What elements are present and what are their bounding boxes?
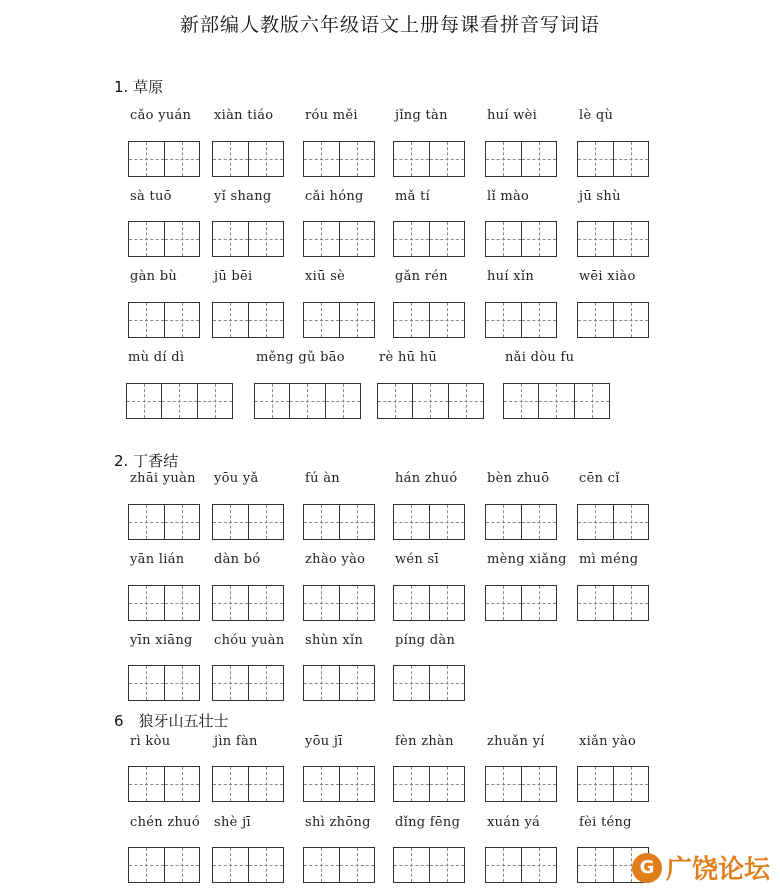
tianzige-cell[interactable] — [129, 505, 165, 539]
writing-grid[interactable] — [303, 504, 375, 540]
tianzige-cell[interactable] — [304, 666, 340, 700]
writing-grid[interactable] — [577, 141, 649, 177]
tianzige-cell[interactable] — [129, 222, 165, 256]
tianzige-cell[interactable] — [165, 848, 200, 882]
tianzige-cell[interactable] — [486, 505, 522, 539]
writing-grid[interactable] — [485, 766, 557, 802]
tianzige-cell[interactable] — [578, 303, 614, 337]
writing-grid[interactable] — [303, 302, 375, 338]
tianzige-cell[interactable] — [213, 222, 249, 256]
tianzige-cell[interactable] — [249, 505, 284, 539]
tianzige-cell[interactable] — [255, 384, 290, 418]
tianzige-cell[interactable] — [614, 142, 649, 176]
tianzige-cell[interactable] — [129, 586, 165, 620]
tianzige-cell[interactable] — [213, 767, 249, 801]
tianzige-cell[interactable] — [614, 505, 649, 539]
pinyin-label: lè qù — [579, 108, 614, 123]
pinyin-label: róu měi — [305, 108, 358, 123]
writing-grid[interactable] — [393, 766, 465, 802]
tianzige-cell[interactable] — [394, 666, 430, 700]
section-heading: 6 狼牙山五壮士 — [114, 712, 229, 730]
pinyin-label: sà tuō — [130, 189, 172, 204]
writing-grid[interactable] — [128, 665, 200, 701]
writing-grid[interactable] — [128, 221, 200, 257]
writing-grid[interactable] — [303, 766, 375, 802]
tianzige-cell[interactable] — [165, 666, 200, 700]
tianzige-cell[interactable] — [290, 384, 325, 418]
tianzige-cell[interactable] — [340, 303, 375, 337]
tianzige-cell[interactable] — [129, 848, 165, 882]
tianzige-cell[interactable] — [213, 848, 249, 882]
pinyin-label: píng dàn — [395, 633, 456, 648]
pinyin-label: jìn fàn — [214, 734, 258, 749]
pinyin-label: mì méng — [579, 552, 639, 567]
tianzige-cell[interactable] — [304, 848, 340, 882]
writing-grid[interactable] — [393, 141, 465, 177]
tianzige-cell[interactable] — [522, 505, 557, 539]
tianzige-cell[interactable] — [340, 222, 375, 256]
tianzige-cell[interactable] — [162, 384, 197, 418]
tianzige-cell[interactable] — [165, 767, 200, 801]
tianzige-cell[interactable] — [165, 222, 200, 256]
pinyin-label: chóu yuàn — [214, 633, 285, 648]
tianzige-cell[interactable] — [304, 767, 340, 801]
writing-grid[interactable] — [485, 585, 557, 621]
pinyin-label: chén zhuó — [130, 815, 200, 830]
tianzige-cell[interactable] — [304, 142, 340, 176]
tianzige-cell[interactable] — [578, 586, 614, 620]
pinyin-label: huí wèi — [487, 108, 538, 123]
tianzige-cell[interactable] — [578, 222, 614, 256]
tianzige-cell[interactable] — [539, 384, 574, 418]
tianzige-cell[interactable] — [522, 767, 557, 801]
tianzige-cell[interactable] — [249, 767, 284, 801]
pinyin-label: jū shù — [579, 189, 621, 204]
writing-grid[interactable] — [212, 141, 284, 177]
writing-grid[interactable] — [303, 847, 375, 883]
pinyin-label: xiū sè — [305, 269, 346, 284]
writing-grid[interactable] — [212, 665, 284, 701]
writing-grid[interactable] — [212, 766, 284, 802]
writing-grid[interactable] — [128, 302, 200, 338]
tianzige-cell[interactable] — [340, 848, 375, 882]
pinyin-label: jǐng tàn — [395, 108, 448, 123]
section-heading: 2. 丁香结 — [114, 452, 179, 470]
writing-grid[interactable] — [485, 141, 557, 177]
tianzige-cell[interactable] — [430, 142, 465, 176]
section-heading: 1. 草原 — [114, 78, 164, 96]
writing-grid[interactable] — [303, 585, 375, 621]
tianzige-cell[interactable] — [486, 586, 522, 620]
tianzige-cell[interactable] — [249, 142, 284, 176]
pinyin-label: wēi xiào — [579, 269, 636, 284]
tianzige-cell[interactable] — [504, 384, 539, 418]
writing-grid[interactable] — [212, 302, 284, 338]
tianzige-cell[interactable] — [129, 142, 165, 176]
writing-grid[interactable] — [485, 302, 557, 338]
writing-grid[interactable] — [393, 847, 465, 883]
tianzige-cell[interactable] — [129, 303, 165, 337]
tianzige-cell[interactable] — [304, 586, 340, 620]
tianzige-cell[interactable] — [522, 303, 557, 337]
pinyin-label: fèi téng — [579, 815, 632, 830]
tianzige-cell[interactable] — [522, 142, 557, 176]
pinyin-label: bèn zhuō — [487, 471, 550, 486]
pinyin-label: fú àn — [305, 471, 340, 486]
pinyin-label: lǐ mào — [487, 189, 530, 204]
writing-grid[interactable] — [485, 221, 557, 257]
tianzige-cell[interactable] — [394, 586, 430, 620]
pinyin-label: dǐng fēng — [395, 815, 461, 830]
tianzige-cell[interactable] — [430, 586, 465, 620]
tianzige-cell[interactable] — [578, 505, 614, 539]
pinyin-label: zhuǎn yí — [487, 734, 545, 749]
writing-grid[interactable] — [393, 302, 465, 338]
tianzige-cell[interactable] — [614, 222, 649, 256]
tianzige-cell[interactable] — [249, 586, 284, 620]
writing-grid[interactable] — [377, 383, 484, 419]
writing-grid[interactable] — [577, 504, 649, 540]
writing-grid[interactable] — [212, 847, 284, 883]
writing-grid[interactable] — [128, 847, 200, 883]
writing-grid[interactable] — [393, 504, 465, 540]
watermark — [632, 849, 770, 886]
tianzige-cell[interactable] — [127, 384, 162, 418]
pinyin-label: mèng xiǎng — [487, 552, 567, 567]
tianzige-cell[interactable] — [614, 767, 649, 801]
pinyin-label: rì kòu — [130, 734, 171, 749]
writing-grid[interactable] — [212, 585, 284, 621]
page-title: 新部编人教版六年级语文上册每课看拼音写词语 — [179, 14, 600, 36]
tianzige-cell[interactable] — [578, 767, 614, 801]
tianzige-cell[interactable] — [575, 384, 609, 418]
tianzige-cell[interactable] — [430, 505, 465, 539]
pinyin-label: zhāi yuàn — [130, 471, 196, 486]
tianzige-cell[interactable] — [304, 303, 340, 337]
pinyin-label: yān lián — [130, 552, 185, 567]
tianzige-cell[interactable] — [486, 222, 522, 256]
tianzige-cell[interactable] — [394, 222, 430, 256]
tianzige-cell[interactable] — [213, 586, 249, 620]
writing-grid[interactable] — [393, 665, 465, 701]
pinyin-label: xuán yá — [487, 815, 541, 830]
tianzige-cell[interactable] — [394, 303, 430, 337]
tianzige-cell[interactable] — [430, 767, 465, 801]
writing-grid[interactable] — [303, 141, 375, 177]
tianzige-cell[interactable] — [394, 505, 430, 539]
pinyin-label: xiàn tiáo — [214, 108, 274, 123]
tianzige-cell[interactable] — [165, 586, 200, 620]
pinyin-label: gàn bù — [130, 269, 178, 284]
tianzige-cell[interactable] — [165, 142, 200, 176]
pinyin-label: měng gǔ bāo — [256, 350, 345, 365]
pinyin-label: shè jī — [214, 815, 251, 830]
pinyin-label: cǎo yuán — [130, 108, 192, 123]
writing-grid[interactable] — [577, 221, 649, 257]
writing-grid[interactable] — [577, 766, 649, 802]
tianzige-cell[interactable] — [129, 767, 165, 801]
tianzige-cell[interactable] — [430, 303, 465, 337]
pinyin-label: cēn cǐ — [579, 471, 620, 486]
tianzige-cell[interactable] — [394, 142, 430, 176]
pinyin-label: hán zhuó — [395, 471, 458, 486]
pinyin-label: gǎn rén — [395, 269, 448, 284]
writing-grid[interactable] — [577, 302, 649, 338]
tianzige-cell[interactable] — [340, 767, 375, 801]
writing-grid[interactable] — [577, 585, 649, 621]
forum-logo-icon: G — [632, 853, 662, 883]
writing-grid[interactable] — [485, 847, 557, 883]
writing-grid[interactable] — [128, 766, 200, 802]
tianzige-cell[interactable] — [614, 586, 649, 620]
tianzige-cell[interactable] — [340, 586, 375, 620]
writing-grid[interactable] — [128, 585, 200, 621]
tianzige-cell[interactable] — [213, 666, 249, 700]
pinyin-label: zhào yào — [305, 552, 366, 567]
pinyin-label: yōu jī — [305, 734, 343, 749]
pinyin-label: huí xǐn — [487, 269, 534, 284]
tianzige-cell[interactable] — [430, 848, 465, 882]
tianzige-cell[interactable] — [213, 142, 249, 176]
tianzige-cell[interactable] — [486, 142, 522, 176]
writing-grid[interactable] — [503, 383, 610, 419]
tianzige-cell[interactable] — [213, 303, 249, 337]
writing-grid[interactable] — [393, 221, 465, 257]
pinyin-label: yōu yǎ — [214, 471, 259, 486]
tianzige-cell[interactable] — [249, 303, 284, 337]
pinyin-label: dàn bó — [214, 552, 261, 567]
watermark-text: 广饶论坛 — [665, 855, 770, 885]
tianzige-cell[interactable] — [413, 384, 448, 418]
tianzige-cell[interactable] — [522, 848, 557, 882]
pinyin-label: fèn zhàn — [395, 734, 454, 749]
tianzige-cell[interactable] — [165, 505, 200, 539]
tianzige-cell[interactable] — [578, 142, 614, 176]
tianzige-cell[interactable] — [249, 666, 284, 700]
tianzige-cell[interactable] — [213, 505, 249, 539]
tianzige-cell[interactable] — [129, 666, 165, 700]
tianzige-cell[interactable] — [394, 767, 430, 801]
tianzige-cell[interactable] — [198, 384, 232, 418]
pinyin-label: shì zhōng — [305, 815, 371, 830]
tianzige-cell[interactable] — [304, 222, 340, 256]
tianzige-cell[interactable] — [340, 505, 375, 539]
tianzige-cell[interactable] — [304, 505, 340, 539]
tianzige-cell[interactable] — [249, 222, 284, 256]
writing-grid[interactable] — [393, 585, 465, 621]
writing-grid[interactable] — [128, 141, 200, 177]
pinyin-label: yīn xiāng — [130, 633, 193, 648]
writing-grid[interactable] — [303, 221, 375, 257]
tianzige-cell[interactable] — [340, 666, 375, 700]
pinyin-label: yǐ shang — [214, 189, 272, 204]
pinyin-label: mǎ tí — [395, 189, 431, 204]
pinyin-label: rè hū hū — [379, 350, 438, 365]
tianzige-cell[interactable] — [449, 384, 483, 418]
tianzige-cell[interactable] — [430, 666, 465, 700]
tianzige-cell[interactable] — [394, 848, 430, 882]
pinyin-label: xiǎn yào — [579, 734, 637, 749]
pinyin-label: jū bēi — [214, 269, 253, 284]
tianzige-cell[interactable] — [340, 142, 375, 176]
pinyin-label: nǎi dòu fu — [505, 350, 575, 365]
writing-grid[interactable] — [128, 504, 200, 540]
tianzige-cell[interactable] — [378, 384, 413, 418]
pinyin-label: cǎi hóng — [305, 189, 364, 204]
pinyin-label: shùn xǐn — [305, 633, 364, 648]
pinyin-label: wén sī — [395, 552, 439, 567]
tianzige-cell[interactable] — [614, 303, 649, 337]
writing-grid[interactable] — [212, 504, 284, 540]
tianzige-cell[interactable] — [430, 222, 465, 256]
writing-grid[interactable] — [303, 665, 375, 701]
pinyin-label: mù dí dì — [128, 350, 185, 365]
writing-grid[interactable] — [254, 383, 361, 419]
tianzige-cell[interactable] — [326, 384, 360, 418]
tianzige-cell[interactable] — [522, 222, 557, 256]
tianzige-cell[interactable] — [165, 303, 200, 337]
writing-grid[interactable] — [485, 504, 557, 540]
writing-grid[interactable] — [126, 383, 233, 419]
tianzige-cell[interactable] — [486, 848, 522, 882]
tianzige-cell[interactable] — [578, 848, 614, 882]
tianzige-cell[interactable] — [522, 586, 557, 620]
tianzige-cell[interactable] — [486, 767, 522, 801]
tianzige-cell[interactable] — [249, 848, 284, 882]
writing-grid[interactable] — [212, 221, 284, 257]
tianzige-cell[interactable] — [486, 303, 522, 337]
